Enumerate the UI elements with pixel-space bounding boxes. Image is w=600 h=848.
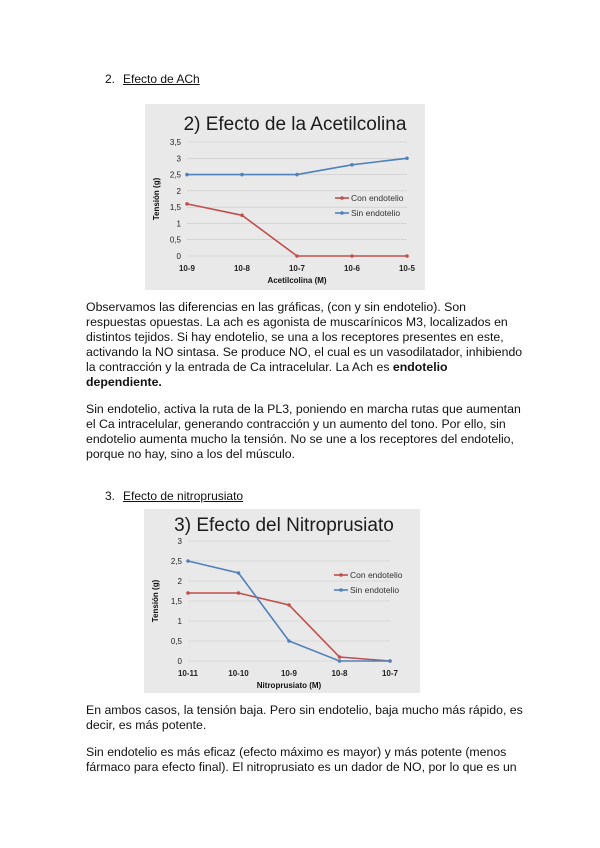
legend-label: Sin endotelio bbox=[351, 208, 401, 218]
data-point bbox=[186, 591, 190, 595]
section-heading-nitroprusiato bbox=[105, 489, 243, 503]
x-tick-label: 10-5 bbox=[398, 264, 416, 273]
data-point bbox=[350, 254, 354, 258]
paragraph-bold: endotelio dependiente. bbox=[86, 360, 448, 389]
data-point bbox=[237, 571, 241, 575]
chart-title: 3) Efecto del Nitroprusiato bbox=[174, 515, 394, 536]
y-tick-label: 0 bbox=[177, 657, 182, 666]
data-point bbox=[350, 163, 354, 167]
legend-marker bbox=[339, 573, 343, 577]
paragraph-text: Observamos las diferencias en las gráficas, (con y sin endotelio). Son respuestas opuestas. La ach es agonista de muscarínicos M3, localizados en distintos tejidos. Si hay endotelio, se una a los receptores presentes en este, activando la NO sintasa. Se produce NO, el cual es un vasodilatador, inhibiendo la contracción y la entrada de Ca intracelular. La Ach es bbox=[86, 300, 523, 374]
y-tick-label: 2,5 bbox=[169, 170, 181, 180]
data-point bbox=[338, 655, 342, 659]
x-tick-label: 10-9 bbox=[280, 669, 298, 678]
y-tick-label: 2 bbox=[177, 577, 182, 586]
y-tick-label: 1,5 bbox=[169, 203, 181, 213]
y-tick-label: 2 bbox=[176, 186, 181, 196]
x-axis-label: Acetilcolina (M) bbox=[267, 276, 327, 285]
data-point bbox=[338, 659, 342, 663]
x-axis-label: Nitroprusiato (M) bbox=[256, 681, 322, 690]
legend-marker bbox=[339, 588, 343, 592]
legend-label: Con endotelio bbox=[351, 193, 404, 203]
data-point bbox=[405, 254, 409, 258]
data-point bbox=[295, 173, 299, 177]
y-tick-label: 1,5 bbox=[170, 597, 182, 606]
paragraph-sin-endotelio: Sin endotelio, activa la ruta de la PL3, poniendo en marcha rutas que aumentan el Ca intracelular, generando contracción y un aumento del tono. Por ello, sin endotelio aumenta mucho la tensión. No se une a los receptores del endotelio, porque no hay, sino a los del músculo. bbox=[86, 402, 521, 461]
paragraph-ach-endotelio bbox=[86, 300, 526, 390]
section-title: Efecto de nitroprusiato bbox=[123, 489, 244, 503]
y-tick-label: 0,5 bbox=[170, 637, 182, 646]
data-point bbox=[287, 603, 291, 607]
data-point bbox=[388, 659, 392, 663]
legend-marker bbox=[340, 211, 344, 215]
chart-acetilcolina-svg bbox=[145, 104, 425, 290]
x-tick-label: 10-10 bbox=[228, 669, 249, 678]
y-tick-label: 3 bbox=[176, 154, 181, 164]
paragraph-eficacia: Sin endotelio es más eficaz (efecto máximo es mayor) y más potente (menos fármaco para efecto final). El nitroprusiato es un dador de NO, por lo que es un bbox=[86, 745, 517, 774]
chart-acetilcolina bbox=[145, 104, 425, 290]
data-point bbox=[295, 254, 299, 258]
y-axis-label: Tensión (g) bbox=[151, 579, 160, 623]
y-tick-label: 0 bbox=[176, 252, 181, 261]
chart-nitroprusiato-svg bbox=[144, 509, 420, 693]
y-tick-label: 1 bbox=[177, 617, 182, 626]
x-tick-label: 10-8 bbox=[233, 264, 251, 273]
x-tick-label: 10-7 bbox=[288, 264, 306, 273]
x-tick-label: 10-8 bbox=[331, 669, 348, 678]
section-heading-ach bbox=[105, 72, 200, 86]
y-tick-label: 1 bbox=[176, 219, 181, 229]
x-tick-label: 10-7 bbox=[381, 669, 399, 678]
chart-title: 2) Efecto de la Acetilcolina bbox=[183, 114, 407, 135]
data-point bbox=[240, 173, 244, 177]
data-point bbox=[287, 639, 291, 643]
section-number: 3. bbox=[105, 489, 116, 503]
data-point bbox=[186, 559, 190, 563]
data-point bbox=[185, 202, 189, 206]
y-tick-label: 3 bbox=[177, 537, 182, 546]
data-point bbox=[240, 213, 244, 217]
data-point bbox=[405, 156, 409, 160]
paragraph-ambos-casos: En ambos casos, la tensión baja. Pero sin endotelio, baja mucho más rápido, es decir, es más potente. bbox=[86, 703, 523, 732]
y-tick-label: 2,5 bbox=[170, 557, 182, 566]
y-tick-label: 3,5 bbox=[169, 138, 181, 147]
data-point bbox=[185, 173, 189, 177]
x-tick-label: 10-9 bbox=[178, 264, 196, 273]
section-number: 2. bbox=[105, 72, 116, 86]
data-point bbox=[237, 591, 241, 595]
legend-label: Con endotelio bbox=[350, 570, 403, 580]
y-tick-label: 0,5 bbox=[169, 235, 181, 245]
legend-marker bbox=[340, 196, 344, 200]
x-tick-label: 10-11 bbox=[177, 669, 199, 678]
chart-nitroprusiato bbox=[144, 509, 420, 693]
legend-label: Sin endotelio bbox=[350, 585, 400, 595]
section-title: Efecto de ACh bbox=[123, 72, 200, 86]
y-axis-label: Tensión (g) bbox=[152, 177, 161, 221]
x-tick-label: 10-6 bbox=[343, 264, 361, 273]
